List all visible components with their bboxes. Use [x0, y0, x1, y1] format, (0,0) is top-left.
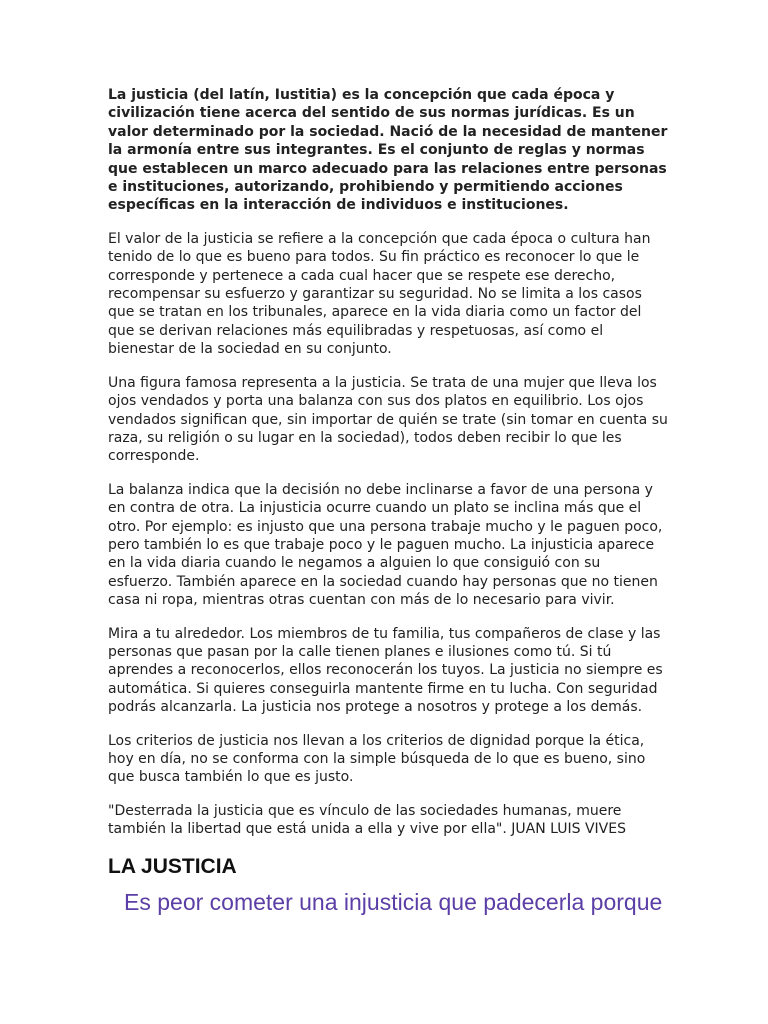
paragraph-balanza: La balanza indica que la decisión no debe inclinarse a favor de una persona y en contra de otra. La injusticia ocurre cuando un plato se inclina más que el otro. Por ejemplo: es injusto que una persona trabaje mucho y le paguen poco, pero también lo es que trabaje poco y le paguen mucho. La injusticia aparece en la vida diaria cuando le negamos a alguien lo que consiguió con su esfuerzo. También aparece en la sociedad cuando hay personas que no tienen casa ni ropa, mientras otras cuentan con más de lo necesario para vivir.	[108, 481, 663, 609]
paragraph-valor: El valor de la justicia se refiere a la concepción que cada época o cultura han tenido de lo que es bueno para todos. Su fin práctico es reconocer lo que le corresponde y pertenece a cada cual hacer que se respete ese derecho, recompensar su esfuerzo y garantizar su seguridad. No se limita a los casos que se tratan en los tribunales, aparece en la vida diaria como un factor del que se derivan relaciones más equilibradas y respetuosas, así como el bienestar de la sociedad en su conjunto.	[108, 230, 651, 358]
paragraph-figura: Una figura famosa representa a la justicia. Se trata de una mujer que lleva los ojos vendados y porta una balanza con sus dos platos en equilibrio. Los ojos vendados significan que, sin importar de quién se trate (sin tomar en cuenta su raza, su religión o su lugar en la sociedad), todos deben recibir lo que les corresponde.	[108, 374, 668, 465]
paragraph-criterios: Los criterios de justicia nos llevan a los criterios de dignidad porque la ética, hoy en día, no se conforma con la simple búsqueda de lo que es bueno, sino que busca también lo que es justo.	[108, 732, 646, 786]
document-page	[108, 86, 668, 916]
section-heading: LA JUSTICIA	[108, 854, 237, 878]
section-subheading: Es peor cometer una injusticia que padecerla porque	[124, 888, 663, 915]
quote-paragraph: "Desterrada la justicia que es vínculo de las sociedades humanas, muere también la libertad que está unida a ella y vive por ella". JUAN LUIS VIVES	[108, 802, 626, 838]
intro-paragraph: La justicia (del latín, Iustitia) es la concepción que cada época y civilización tiene acerca del sentido de sus normas jurídicas. Es un valor determinado por la sociedad. Nació de la necesidad de mantener la armonía entre sus integrantes. Es el conjunto de reglas y normas que establecen un marco adecuado para las relaciones entre personas e instituciones, autorizando, prohibiendo y permitiendo acciones específicas en la interacción de individuos e instituciones.	[108, 87, 668, 214]
paragraph-alrededor: Mira a tu alrededor. Los miembros de tu familia, tus compañeros de clase y las personas que pasan por la calle tienen planes e ilusiones como tú. Si tú aprendes a reconocerlos, ellos reconocerán los tuyos. La justicia no siempre es automática. Si quieres conseguirla mantente firme en tu lucha. Con seguridad podrás alcanzarla. La justicia nos protege a nosotros y protege a los demás.	[108, 625, 663, 716]
